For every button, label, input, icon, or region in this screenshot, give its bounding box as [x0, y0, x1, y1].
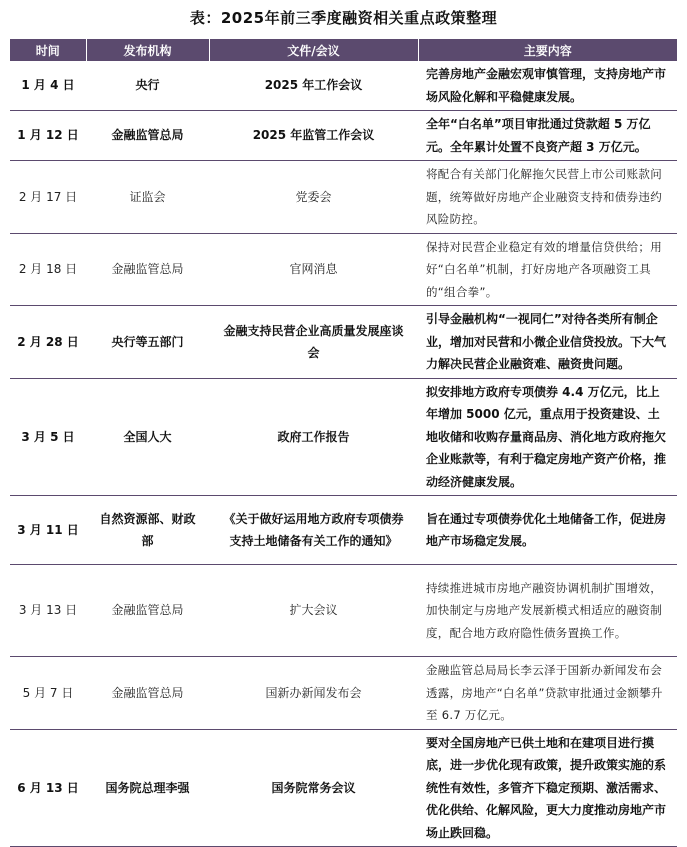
cell-content: 拟安排地方政府专项债券 4.4 万亿元，比上年增加 5000 亿元，重点用于投资建设、土地收储和收购存量商品房、消化地方政府拖欠企业账款等，有利于稳定房地产资产价格，推动经济健康发展。 — [418, 378, 677, 496]
table-row — [10, 233, 677, 306]
cell-doc: 扩大会议 — [209, 565, 418, 657]
policy-table — [10, 39, 677, 847]
cell-org: 央行 — [86, 61, 209, 111]
cell-org: 金融监管总局 — [86, 565, 209, 657]
table-row — [10, 496, 677, 565]
cell-doc: 2025 年工作会议 — [209, 61, 418, 111]
cell-date: 6 月 13 日 — [10, 729, 86, 847]
table-body — [10, 61, 677, 847]
cell-doc: 金融支持民营企业高质量发展座谈会 — [209, 306, 418, 379]
cell-date: 3 月 5 日 — [10, 378, 86, 496]
table-row — [10, 161, 677, 234]
cell-date: 5 月 7 日 — [10, 657, 86, 730]
cell-org: 全国人大 — [86, 378, 209, 496]
header-date: 时间 — [10, 39, 86, 61]
cell-date: 1 月 12 日 — [10, 111, 86, 161]
cell-content: 将配合有关部门化解拖欠民营上市公司账款问题，统筹做好房地产企业融资支持和债券违约风险防控。 — [418, 161, 677, 234]
cell-content: 保持对民营企业稳定有效的增量信贷供给；用好“白名单”机制，打好房地产各项融资工具的“组合拳”。 — [418, 233, 677, 306]
table-row — [10, 111, 677, 161]
table-row — [10, 306, 677, 379]
header-doc: 文件/会议 — [209, 39, 418, 61]
cell-date: 3 月 11 日 — [10, 496, 86, 565]
cell-content: 完善房地产金融宏观审慎管理，支持房地产市场风险化解和平稳健康发展。 — [418, 61, 677, 111]
table-row — [10, 378, 677, 496]
cell-content: 金融监管总局局长李云泽于国新办新闻发布会透露，房地产“白名单”贷款审批通过金额攀升至 6.7 万亿元。 — [418, 657, 677, 730]
cell-date: 2 月 28 日 — [10, 306, 86, 379]
table-row — [10, 729, 677, 847]
table-row — [10, 657, 677, 730]
cell-org: 金融监管总局 — [86, 657, 209, 730]
table-header — [10, 39, 677, 61]
cell-content: 要对全国房地产已供土地和在建项目进行摸底，进一步优化现有政策，提升政策实施的系统性有效性，多管齐下稳定预期、激活需求、优化供给、化解风险，更大力度推动房地产市场止跌回稳。 — [418, 729, 677, 847]
table-row — [10, 565, 677, 657]
cell-doc: 政府工作报告 — [209, 378, 418, 496]
cell-org: 央行等五部门 — [86, 306, 209, 379]
cell-doc: 2025 年监管工作会议 — [209, 111, 418, 161]
cell-org: 金融监管总局 — [86, 111, 209, 161]
cell-content: 引导金融机构“一视同仁”对待各类所有制企业，增加对民营和小微企业信贷投放。下大气力解决民营企业融资难、融资贵问题。 — [418, 306, 677, 379]
cell-org: 国务院总理李强 — [86, 729, 209, 847]
cell-org: 证监会 — [86, 161, 209, 234]
cell-doc: 《关于做好运用地方政府专项债券支持土地储备有关工作的通知》 — [209, 496, 418, 565]
cell-org: 自然资源部、财政部 — [86, 496, 209, 565]
cell-content: 全年“白名单”项目审批通过贷款超 5 万亿元。全年累计处置不良资产超 3 万亿元。 — [418, 111, 677, 161]
header-row — [10, 39, 677, 61]
cell-content: 持续推进城市房地产融资协调机制扩围增效，加快制定与房地产发展新模式相适应的融资制度，配合地方政府隐性债务置换工作。 — [418, 565, 677, 657]
cell-content: 旨在通过专项债券优化土地储备工作，促进房地产市场稳定发展。 — [418, 496, 677, 565]
cell-date: 1 月 4 日 — [10, 61, 86, 111]
cell-doc: 国新办新闻发布会 — [209, 657, 418, 730]
header-org: 发布机构 — [86, 39, 209, 61]
table-row — [10, 61, 677, 111]
cell-org: 金融监管总局 — [86, 233, 209, 306]
cell-date: 3 月 13 日 — [10, 565, 86, 657]
table-title: 表：2025年前三季度融资相关重点政策整理 — [189, 9, 498, 27]
header-content: 主要内容 — [418, 39, 677, 61]
cell-doc: 党委会 — [209, 161, 418, 234]
cell-doc: 国务院常务会议 — [209, 729, 418, 847]
cell-doc: 官网消息 — [209, 233, 418, 306]
cell-date: 2 月 17 日 — [10, 161, 86, 234]
cell-date: 2 月 18 日 — [10, 233, 86, 306]
